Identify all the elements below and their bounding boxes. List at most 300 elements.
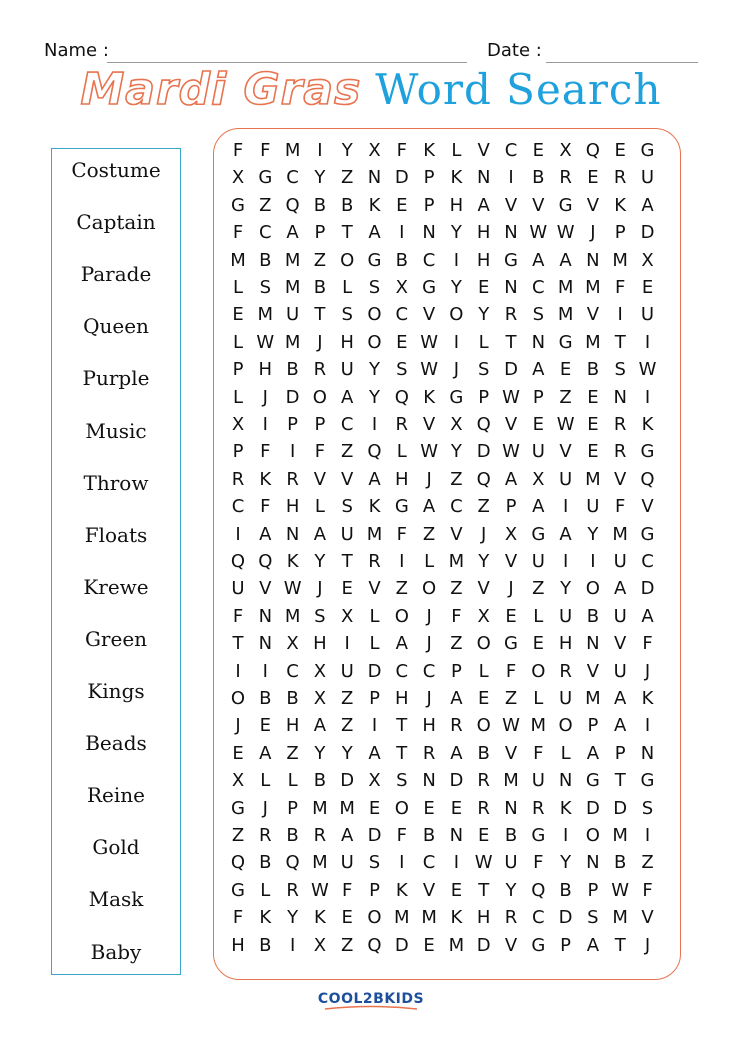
grid-letter: K xyxy=(641,414,654,435)
grid-letter: V xyxy=(532,194,545,216)
grid-letter: I xyxy=(399,852,405,874)
grid-letter: N xyxy=(586,633,600,655)
grid-letter: T xyxy=(341,222,353,244)
grid-letter: F xyxy=(260,441,271,463)
grid-letter: I xyxy=(644,825,651,846)
grid-letter: A xyxy=(259,523,272,545)
grid-letter: H xyxy=(558,633,573,655)
word-list-item: Throw xyxy=(83,470,149,495)
word-list-item: Beads xyxy=(85,731,147,756)
grid-letter: D xyxy=(394,167,409,189)
grid-letter: D xyxy=(367,660,382,682)
grid-letter: K xyxy=(259,907,272,929)
grid-letter: E xyxy=(450,879,463,901)
word-list-item: Reine xyxy=(86,783,145,808)
grid-letter: B xyxy=(286,825,299,846)
grid-letter: X xyxy=(477,605,490,627)
grid-letter: L xyxy=(533,605,544,627)
grid-letter: E xyxy=(532,633,544,655)
grid-letter: I xyxy=(453,249,460,271)
grid-letter: H xyxy=(285,496,300,518)
grid-letter: A xyxy=(341,386,354,408)
grid-letter: A xyxy=(422,496,436,518)
grid-letter: J xyxy=(508,578,514,600)
grid-letter: P xyxy=(614,742,626,764)
grid-letter: X xyxy=(341,605,354,627)
grid-letter: B xyxy=(341,194,354,216)
grid-letter: V xyxy=(614,468,627,490)
grid-letter: B xyxy=(259,934,272,956)
grid-letter: O xyxy=(531,660,546,682)
grid-letter: S xyxy=(641,797,654,819)
grid-letter: Z xyxy=(477,496,490,518)
grid-letter: Y xyxy=(341,742,353,764)
grid-letter: O xyxy=(476,715,491,737)
grid-letter: E xyxy=(396,331,408,353)
grid-letter: F xyxy=(615,496,626,518)
grid-letter: V xyxy=(641,907,654,929)
word-list-item: Gold xyxy=(92,835,140,860)
grid-letter: X xyxy=(395,277,408,298)
grid-letter: A xyxy=(532,496,545,518)
grid-letter: P xyxy=(587,879,599,901)
grid-letter: M xyxy=(284,249,301,271)
grid-letter: Z xyxy=(450,468,463,490)
logo-text: COOL2BKIDS xyxy=(317,991,425,1007)
grid-letter: Z xyxy=(341,934,354,956)
grid-letter: G xyxy=(258,167,273,189)
grid-letter: L xyxy=(287,770,298,792)
grid-letter: L xyxy=(232,277,244,298)
grid-letter: H xyxy=(231,934,245,956)
grid-letter: A xyxy=(532,359,545,381)
grid-letter: N xyxy=(476,167,491,189)
grid-letter: R xyxy=(559,167,572,189)
grid-letter: E xyxy=(232,304,244,326)
grid-letter: Y xyxy=(369,359,380,381)
grid-letter: A xyxy=(477,194,490,216)
grid-letter: M xyxy=(530,715,547,737)
grid-letter: P xyxy=(560,934,572,956)
grid-letter: P xyxy=(532,386,544,408)
grid-letter: C xyxy=(395,304,409,326)
grid-letter: C xyxy=(422,249,436,271)
grid-letter: I xyxy=(644,715,651,737)
grid-letter: P xyxy=(314,222,326,244)
grid-letter: D xyxy=(340,770,355,792)
grid-letter: B xyxy=(504,825,518,846)
grid-letter: V xyxy=(586,304,600,326)
grid-letter: U xyxy=(531,770,545,792)
grid-letter: X xyxy=(286,633,299,655)
word-list-item: Floats xyxy=(84,522,148,547)
grid-letter: Q xyxy=(285,852,300,874)
grid-letter: H xyxy=(313,633,327,655)
grid-letter: Z xyxy=(504,688,518,709)
grid-letter: D xyxy=(394,934,409,956)
grid-letter: M xyxy=(284,331,301,353)
grid-letter: J xyxy=(426,633,432,655)
grid-letter: Z xyxy=(259,194,272,216)
grid-letter: X xyxy=(450,414,463,435)
grid-letter: X xyxy=(641,249,654,271)
grid-letter: U xyxy=(586,496,600,518)
grid-letter: D xyxy=(558,907,573,929)
grid-letter: F xyxy=(260,140,271,161)
grid-letter: D xyxy=(504,359,518,381)
grid-letter: D xyxy=(613,797,628,819)
grid-letter: P xyxy=(287,414,299,435)
grid-letter: R xyxy=(313,359,327,381)
grid-letter: O xyxy=(367,331,382,353)
grid-letter: V xyxy=(450,523,463,545)
grid-letter: Z xyxy=(286,742,299,764)
grid-letter: U xyxy=(531,441,545,463)
grid-letter: A xyxy=(614,688,627,709)
date-field[interactable] xyxy=(487,40,542,61)
grid-letter: I xyxy=(644,331,651,353)
grid-letter: Y xyxy=(341,140,353,161)
grid-letter: Y xyxy=(560,852,572,874)
grid-letter: L xyxy=(451,140,462,161)
grid-letter: M xyxy=(312,797,328,819)
grid-letter: W xyxy=(256,331,275,353)
grid-letter: Q xyxy=(531,879,546,901)
grid-letter: W xyxy=(611,879,630,901)
grid-letter: S xyxy=(396,359,408,381)
grid-letter: W xyxy=(420,441,438,463)
grid-letter: Z xyxy=(313,249,327,271)
grid-letter: M xyxy=(612,825,628,846)
grid-letter: L xyxy=(314,496,325,518)
grid-letter: V xyxy=(586,194,600,216)
grid-letter: G xyxy=(640,441,655,463)
word-list-item: Costume xyxy=(71,158,161,182)
grid-letter: C xyxy=(395,660,409,682)
grid-letter: Z xyxy=(532,578,545,600)
grid-letter: A xyxy=(641,194,654,216)
grid-letter: C xyxy=(259,222,272,244)
grid-letter: M xyxy=(284,605,301,627)
grid-letter: I xyxy=(399,222,405,244)
grid-letter: G xyxy=(394,496,409,518)
grid-letter: E xyxy=(450,797,463,819)
letter-grid xyxy=(213,128,681,980)
grid-letter: K xyxy=(450,907,463,929)
grid-letter: Y xyxy=(287,907,299,929)
grid-letter: E xyxy=(232,742,244,764)
grid-letter: N xyxy=(422,222,436,244)
grid-letter: S xyxy=(587,907,599,929)
grid-letter: B xyxy=(259,852,272,874)
grid-letter: J xyxy=(644,934,651,956)
grid-letter: V xyxy=(422,304,436,326)
grid-letter: Y xyxy=(505,879,517,901)
grid-letter: Q xyxy=(230,852,246,874)
grid-letter: W xyxy=(502,386,520,408)
grid-letter: U xyxy=(613,660,627,682)
grid-letter: J xyxy=(235,715,241,737)
grid-letter: Y xyxy=(450,441,462,463)
grid-letter: K xyxy=(559,797,572,819)
grid-letter: P xyxy=(614,222,626,244)
grid-letter: Q xyxy=(394,386,409,408)
grid-letter: V xyxy=(368,578,381,600)
grid-letter: B xyxy=(532,167,545,189)
grid-letter: F xyxy=(642,633,653,655)
grid-letter: Y xyxy=(450,277,462,298)
grid-letter: X xyxy=(231,167,245,189)
grid-letter: G xyxy=(504,633,518,655)
grid-letter: T xyxy=(232,633,244,655)
grid-letter: A xyxy=(586,934,600,956)
grid-letter: A xyxy=(395,633,408,655)
grid-letter: H xyxy=(449,194,464,216)
grid-letter: S xyxy=(614,359,626,381)
grid-letter: M xyxy=(503,770,519,792)
grid-letter: K xyxy=(368,496,381,518)
grid-letter: P xyxy=(232,441,244,463)
grid-letter: M xyxy=(557,277,574,298)
grid-letter: Y xyxy=(478,551,490,572)
grid-letter: A xyxy=(286,222,299,244)
grid-letter: I xyxy=(235,660,241,682)
title-word-search: Word Search xyxy=(375,65,662,114)
grid-letter: Y xyxy=(369,386,380,408)
grid-letter: L xyxy=(560,742,571,764)
grid-letter: B xyxy=(286,359,299,381)
grid-letter: E xyxy=(505,605,517,627)
grid-letter: V xyxy=(641,496,654,518)
grid-letter: I xyxy=(371,414,378,435)
grid-letter: O xyxy=(394,605,409,627)
grid-letter: N xyxy=(504,222,518,244)
grid-letter: D xyxy=(640,222,655,244)
grid-letter: I xyxy=(262,414,268,435)
grid-letter: W xyxy=(638,359,657,381)
grid-letter: N xyxy=(422,770,436,792)
grid-letter: G xyxy=(640,523,655,545)
grid-letter: F xyxy=(533,742,544,764)
grid-letter: J xyxy=(262,386,268,408)
word-list xyxy=(51,148,181,975)
word-list-item: Music xyxy=(85,418,147,443)
grid-letter: W xyxy=(502,441,520,463)
grid-letter: O xyxy=(367,304,382,326)
grid-letter: S xyxy=(396,770,408,792)
grid-letter: I xyxy=(371,715,378,737)
grid-letter: B xyxy=(395,249,408,271)
grid-letter: X xyxy=(532,468,545,490)
grid-letter: V xyxy=(504,934,518,956)
grid-letter: G xyxy=(558,331,573,353)
grid-letter: T xyxy=(341,551,353,572)
grid-letter: C xyxy=(450,496,463,518)
grid-letter: P xyxy=(478,386,490,408)
grid-letter: U xyxy=(286,304,300,326)
grid-letter: L xyxy=(478,331,489,353)
grid-letter: B xyxy=(586,359,600,381)
grid-letter: K xyxy=(395,879,408,901)
grid-letter: T xyxy=(478,879,490,901)
grid-letter: E xyxy=(532,414,544,435)
grid-letter: B xyxy=(614,852,627,874)
grid-letter: M xyxy=(557,304,574,326)
grid-letter: I xyxy=(344,633,350,655)
grid-letter: J xyxy=(453,359,460,381)
grid-letter: Y xyxy=(314,551,326,572)
grid-letter: R xyxy=(450,715,463,737)
grid-letter: I xyxy=(562,496,569,518)
grid-letter: M xyxy=(284,277,301,298)
grid-letter: I xyxy=(508,167,514,189)
grid-letter: I xyxy=(562,551,569,572)
grid-letter: P xyxy=(232,359,244,381)
grid-letter: C xyxy=(532,277,545,298)
grid-letter: H xyxy=(285,715,300,737)
grid-letter: H xyxy=(476,222,491,244)
grid-letter: V xyxy=(477,140,490,161)
name-field[interactable] xyxy=(44,40,109,61)
grid-letter: E xyxy=(259,715,271,737)
grid-letter: P xyxy=(423,167,435,189)
grid-letter: M xyxy=(366,523,383,545)
grid-letter: K xyxy=(641,688,654,709)
grid-letter: B xyxy=(422,825,436,846)
grid-letter: L xyxy=(232,331,244,353)
grid-letter: C xyxy=(641,551,654,572)
grid-letter: N xyxy=(504,277,518,298)
grid-letter: Z xyxy=(341,688,354,709)
grid-letter: T xyxy=(396,742,408,764)
grid-letter: R xyxy=(286,879,299,901)
grid-letter: Y xyxy=(560,578,572,600)
grid-letter: P xyxy=(314,414,326,435)
grid-letter: O xyxy=(422,578,437,600)
grid-letter: N xyxy=(640,742,655,764)
grid-letter: R xyxy=(532,797,545,819)
grid-letter: Z xyxy=(395,578,408,600)
grid-letter: Q xyxy=(476,468,491,490)
grid-letter: E xyxy=(368,797,381,819)
grid-letter: I xyxy=(617,304,623,326)
grid-letter: Z xyxy=(559,386,572,408)
grid-letter: U xyxy=(340,523,354,545)
grid-letter: F xyxy=(615,277,626,298)
grid-letter: R xyxy=(259,825,272,846)
grid-letter: V xyxy=(422,879,436,901)
grid-letter: L xyxy=(260,879,271,901)
word-list-item: Green xyxy=(84,626,148,651)
grid-letter: S xyxy=(259,277,272,298)
grid-letter: S xyxy=(368,277,381,298)
word-list-item: Mask xyxy=(88,887,144,912)
title-mardi-gras: Mardi Gras xyxy=(80,64,362,115)
name-line[interactable] xyxy=(107,62,467,63)
grid-letter: R xyxy=(613,414,627,435)
date-line[interactable] xyxy=(546,62,698,63)
grid-letter: M xyxy=(448,934,465,956)
grid-letter: C xyxy=(340,414,354,435)
grid-letter: C xyxy=(286,167,299,189)
word-list-item: Krewe xyxy=(83,574,149,599)
grid-letter: B xyxy=(259,249,272,271)
grid-letter: H xyxy=(340,331,354,353)
grid-letter: D xyxy=(640,578,655,600)
grid-letter: M xyxy=(257,304,274,326)
grid-letter: V xyxy=(586,660,600,682)
grid-letter: K xyxy=(450,167,463,189)
grid-letter: V xyxy=(614,633,627,655)
grid-letter: O xyxy=(449,304,464,326)
grid-letter: Z xyxy=(341,441,354,463)
grid-letter: H xyxy=(258,359,273,381)
grid-letter: R xyxy=(286,468,299,490)
grid-letter: P xyxy=(423,194,435,216)
page-title xyxy=(0,64,742,115)
grid-letter: U xyxy=(340,660,354,682)
grid-letter: O xyxy=(230,688,246,709)
grid-letter: E xyxy=(341,907,353,929)
grid-letter: W xyxy=(556,222,575,244)
grid-letter: K xyxy=(313,907,326,929)
grid-letter: A xyxy=(368,742,381,764)
grid-letter: K xyxy=(423,140,435,161)
grid-letter: U xyxy=(559,468,573,490)
grid-letter: P xyxy=(450,660,462,682)
grid-letter: N xyxy=(258,633,273,655)
grid-letter: R xyxy=(395,414,409,435)
grid-letter: A xyxy=(341,825,354,846)
grid-letter: Q xyxy=(258,551,273,572)
grid-letter: U xyxy=(613,551,627,572)
grid-letter: V xyxy=(341,468,354,490)
grid-letter: I xyxy=(289,441,296,463)
grid-letter: G xyxy=(504,249,518,271)
grid-letter: Y xyxy=(478,304,490,326)
word-list-item: Purple xyxy=(82,366,150,391)
grid-letter: O xyxy=(340,249,355,271)
grid-letter: E xyxy=(587,441,599,463)
grid-letter: B xyxy=(586,605,600,627)
grid-letter: P xyxy=(505,496,517,518)
grid-letter: L xyxy=(424,551,435,572)
grid-letter: G xyxy=(558,194,573,216)
grid-letter: G xyxy=(231,879,245,901)
grid-letter: B xyxy=(313,277,327,298)
grid-letter: A xyxy=(313,523,327,545)
grid-letter: S xyxy=(368,852,381,874)
grid-letter: Y xyxy=(314,742,326,764)
grid-letter: X xyxy=(368,140,381,161)
grid-letter: M xyxy=(339,797,355,819)
grid-letter: Q xyxy=(230,551,246,572)
grid-letter: Q xyxy=(367,934,382,956)
grid-letter: D xyxy=(585,797,600,819)
grid-letter: S xyxy=(477,359,490,381)
grid-letter: F xyxy=(260,496,271,518)
grid-letter: P xyxy=(587,715,599,737)
grid-letter: S xyxy=(314,605,326,627)
word-list-item: Parade xyxy=(80,262,152,287)
grid-letter: R xyxy=(613,441,627,463)
grid-letter: J xyxy=(426,688,432,709)
grid-letter: V xyxy=(313,468,327,490)
grid-letter: T xyxy=(614,934,626,956)
grid-letter: F xyxy=(505,660,517,682)
grid-letter: S xyxy=(532,304,545,326)
grid-letter: X xyxy=(231,770,245,792)
